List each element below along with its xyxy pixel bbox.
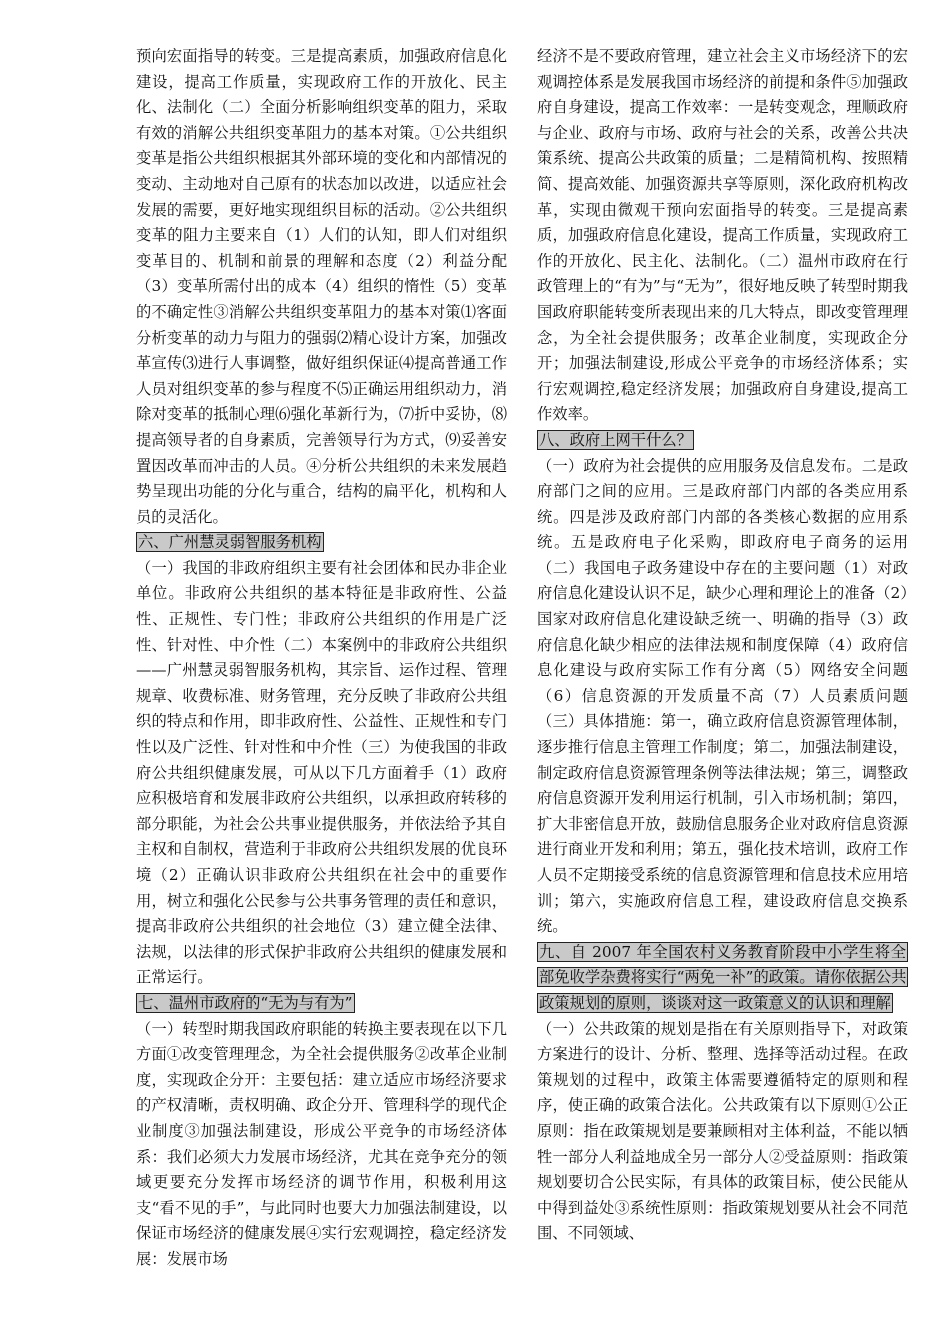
section-8-heading: 八、政府上网干什么？	[539, 430, 692, 449]
paragraph-right-1: 经济不是不要政府管理，建立社会主义市场经济下的宏观调控体系是发展我国市场经济的前提和条件⑤加强政府自身建设，提高工作效率：一是转变观念，理顺政府与企业、政府与市场、政府与社会的关系，改善公共决策系统、提高公共政策的质量；二是精简机构、按照精简、提高效能、加强资源共享等原则，深化政府机构改革，实现由微观干预向宏面指导的转变。三是提高素质，加强政府信息化建设，提高工作质量，实现政府工作的开放化、民主化、法制化。（二）温州市政府在行政管理上的“有为”与“无为”，很好地反映了转型时期我国政府职能转变所表现出来的几大特点，即改变管理理念，为全社会提供服务；改革企业制度，实现政企分开；加强法制建设,形成公平竞争的市场经济体系；实行宏观调控,稳定经济发展；加强政府自身建设,提高工作效率。	[537, 47, 908, 424]
section-6-heading-wrap	[136, 530, 507, 556]
section-9-heading-wrap	[537, 940, 908, 1017]
right-column	[537, 44, 908, 1247]
paragraph-left-1: 预向宏面指导的转变。三是提高素质，加强政府信息化建设，提高工作质量，实现政府工作的开放化、民主化、法制化（二）全面分析影响组织变革的阻力，采取有效的消解公共组织变革阻力的基本对策。①公共组织变革是指公共组织根据其外部环境的变化和内部情况的变动、主动地对自己原有的状态加以改进，以适应社会发展的需要，更好地实现组织目标的活动。②公共组织变革的阻力主要来自（1）人们的认知，即人们对组织变革目的、机制和前景的理解和态度（2）利益分配（3）变革所需付出的成本（4）组织的惰性（5）变革的不确定性③消解公共组织变革阻力的基本对策⑴客面分析变革的动力与阻力的强弱⑵精心设计方案，加强改革宣传⑶进行人事调整，做好组织保证⑷提高普通工作人员对组织变革的参与程度不⑸正确运用组织动力，消除对变革的抵制心理⑹强化革新行为，⑺折中妥协，⑻提高领导者的自身素质，完善领导行为方式，⑼妥善安置因改革而冲击的人员。④分析公共组织的未来发展趋势呈现出功能的分化与重合，结构的扁平化，机构和人员的灵活化。	[136, 47, 507, 526]
section-9-heading: 九、自 2007 年全国农村义务教育阶段中小学生将全部免收学杂费将实行“两免一补”的政策。请你依据公共政策规划的原则，谈谈对这一政策意义的认识和理解	[539, 942, 907, 1012]
section-6-paragraph: （一）我国的非政府组织主要有社会团体和民办非企业单位。非政府公共组织的基本特征是非政府性、公益性、正规性、专门性；非政府公共组织的作用是广泛性、针对性、中介性（二）本案例中的非政府公共组织——广州慧灵弱智服务机构，其宗旨、运作过程、管理规章、收费标准、财务管理，充分反映了非政府公共组织的特点和作用，即非政府性、公益性、正规性和专门性以及广泛性、针对性和中介性（三）为使我国的非政府公共组织健康发展，可从以下几方面着手（1）政府应积极培育和发展非政府公共组织，以承担政府转移的部分职能，为社会公共事业提供服务，并依法给予其自主权和自制权，营造利于非政府公共组织发展的优良环境（2）正确认识非政府公共组织在社会中的重要作用，树立和强化公民参与公共事务管理的责任和意识，提高非政府公共组织的社会地位（3）建立健全法律、法规，以法律的形式保护非政府公共组织的健康发展和正常运行。	[136, 558, 507, 987]
section-9-paragraph: （一）公共政策的规划是指在有关原则指导下，对政策方案进行的设计、分析、整理、选择等活动过程。在政策规划的过程中，政策主体需要遵循特定的原则和程序，使正确的政策合法化。公共政策有以下原则①公正原则：指在政策规划是要兼顾相对主体利益，不能以牺牲一部分人利益地成全另一部分人②受益原则：指政策规划要切合公民实际，有具体的政策目标，使公民能从中得到益处③系统性原则：指政策规划要从社会不同范围、不同领域、	[537, 1019, 908, 1243]
section-8-paragraph: （一）政府为社会提供的应用服务及信息发布。二是政府部门之间的应用。三是政府部门内部的各类应用系统。四是涉及政府部门内部的各类核心数据的应用系统。五是政府电子化采购，即政府电子商务的运用（二）我国电子政务建设中存在的主要问题（1）对政府信息化建设认识不足，缺少心理和理论上的准备（2）国家对政府信息化建设缺乏统一、明确的指导（3）政府信息化缺少相应的法律法规和制度保障（4）政府信息化建设与政府实际工作有分离（5）网络安全问题（6）信息资源的开发质量不高（7）人员素质问题（三）具体措施：第一，确立政府信息资源管理体制，逐步推行信息主管理工作制度；第二，加强法制建设，制定政府信息资源管理条例等法律法规；第三，调整政府信息资源开发利用运行机制，引入市场机制；第四，扩大非密信息开放，鼓励信息服务企业对政府信息资源进行商业开发和利用；第五，强化技术培训，政府工作人员不定期接受系统的信息资源管理和信息技术应用培训；第六，实施政府信息工程，建设政府信息交换系统。	[537, 456, 908, 936]
section-8-heading-wrap	[537, 428, 908, 454]
section-7-heading-wrap	[136, 991, 507, 1017]
left-column	[136, 44, 507, 1273]
section-6-heading: 六、广州慧灵弱智服务机构	[138, 533, 322, 552]
section-7-heading: 七、温州市政府的“无为与有为”	[138, 993, 353, 1012]
section-7-paragraph: （一）转型时期我国政府职能的转换主要表现在以下几方面①改变管理理念，为全社会提供服务②改革企业制度，实现政企分开：主要包括：建立适应市场经济要求的产权清晰，责权明确、政企分开、管理科学的现代企业制度③加强法制建设，形成公平竞争的市场经济体系：我们必须大力发展市场经济，尤其在竞争充分的领域更要充分发挥市场经济的调节作用，积极利用这支“看不见的手”，与此同时也要大力加强法制建设，以保证市场经济的健康发展④实行宏观调控，稳定经济发展：发展市场	[136, 1019, 507, 1268]
